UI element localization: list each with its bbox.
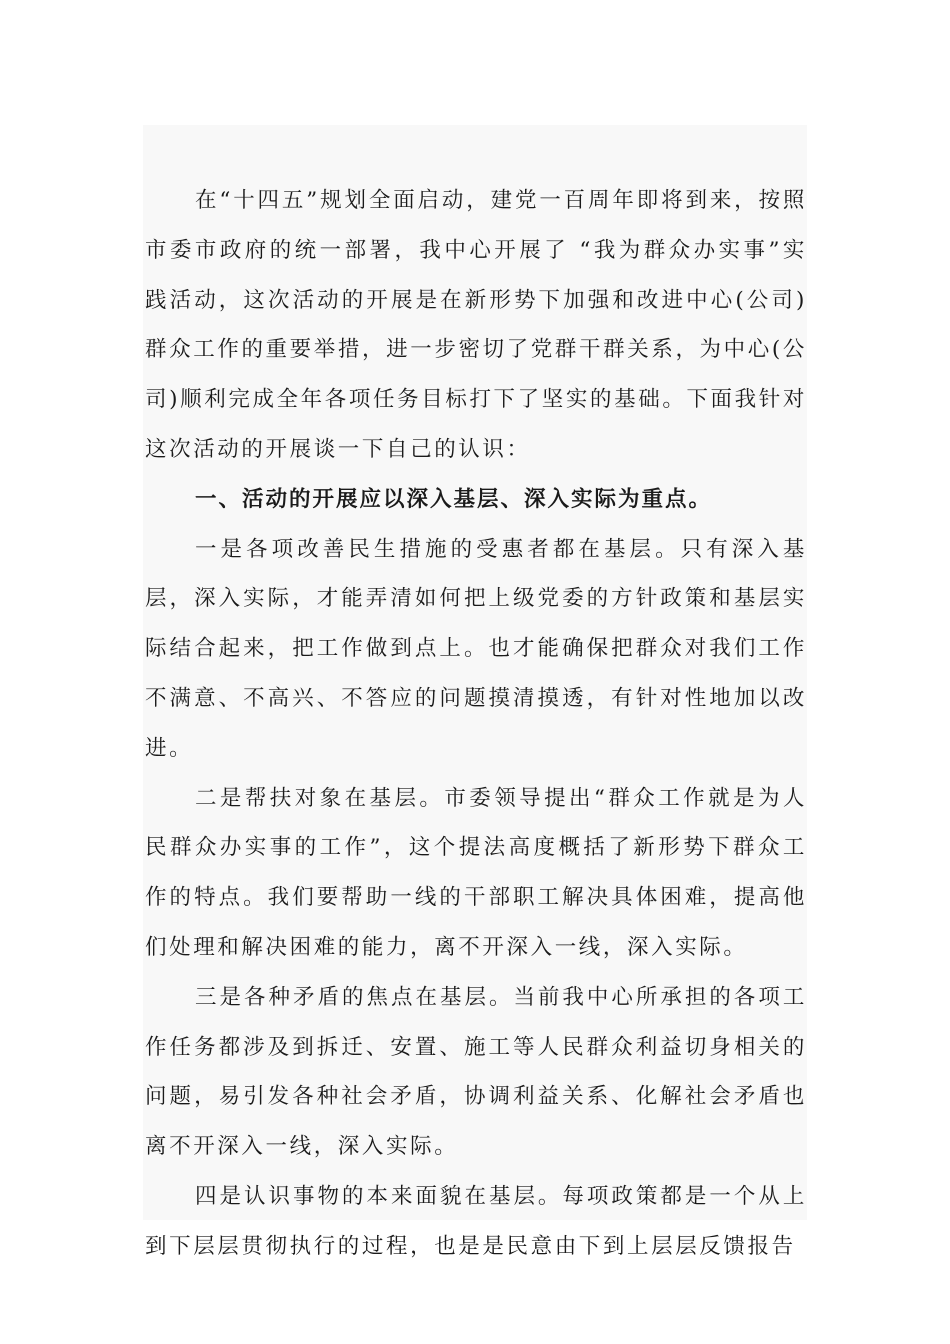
document-body [145, 176, 807, 1272]
paragraph-intro: 在“十四五”规划全面启动，建党一百周年即将到来，按照市委市政府的统一部署，我中心开展了 “我为群众办实事”实践活动，这次活动的开展是在新形势下加强和改进中心(公司)群众工作的重要举措，进一步密切了党群干群关系，为中心(公司)顺利完成全年各项任务目标打下了坚实的基础。下面我针对这次活动的开展谈一下自己的认识： [145, 188, 807, 462]
paragraph-point-3: 三是各种矛盾的焦点在基层。当前我中心所承担的各项工作任务都涉及到拆迁、安置、施工等人民群众利益切身相关的问题，易引发各种社会矛盾，协调利益关系、化解社会矛盾也离不开深入一线，深入实际。 [145, 984, 807, 1160]
paragraph-point-1: 一是各项改善民生措施的受惠者都在基层。只有深入基层，深入实际，才能弄清如何把上级党委的方针政策和基层实际结合起来，把工作做到点上。也才能确保把群众对我们工作不满意、不高兴、不答应的问题摸清摸透，有针对性地加以改进。 [145, 536, 807, 761]
paragraph-point-2: 二是帮扶对象在基层。市委领导提出“群众工作就是为人民群众办实事的工作”，这个提法高度概括了新形势下群众工作的特点。我们要帮助一线的干部职工解决具体困难，提高他们处理和解决困难的能力，离不开深入一线，深入实际。 [145, 785, 807, 960]
section-heading: 一、活动的开展应以深入基层、深入实际为重点。 [195, 486, 713, 512]
paragraph-point-4: 四是认识事物的本来面貌在基层。每项政策都是一个从上到下层层贯彻执行的过程，也是是民意由下到上层层反馈报告 [145, 1183, 807, 1259]
